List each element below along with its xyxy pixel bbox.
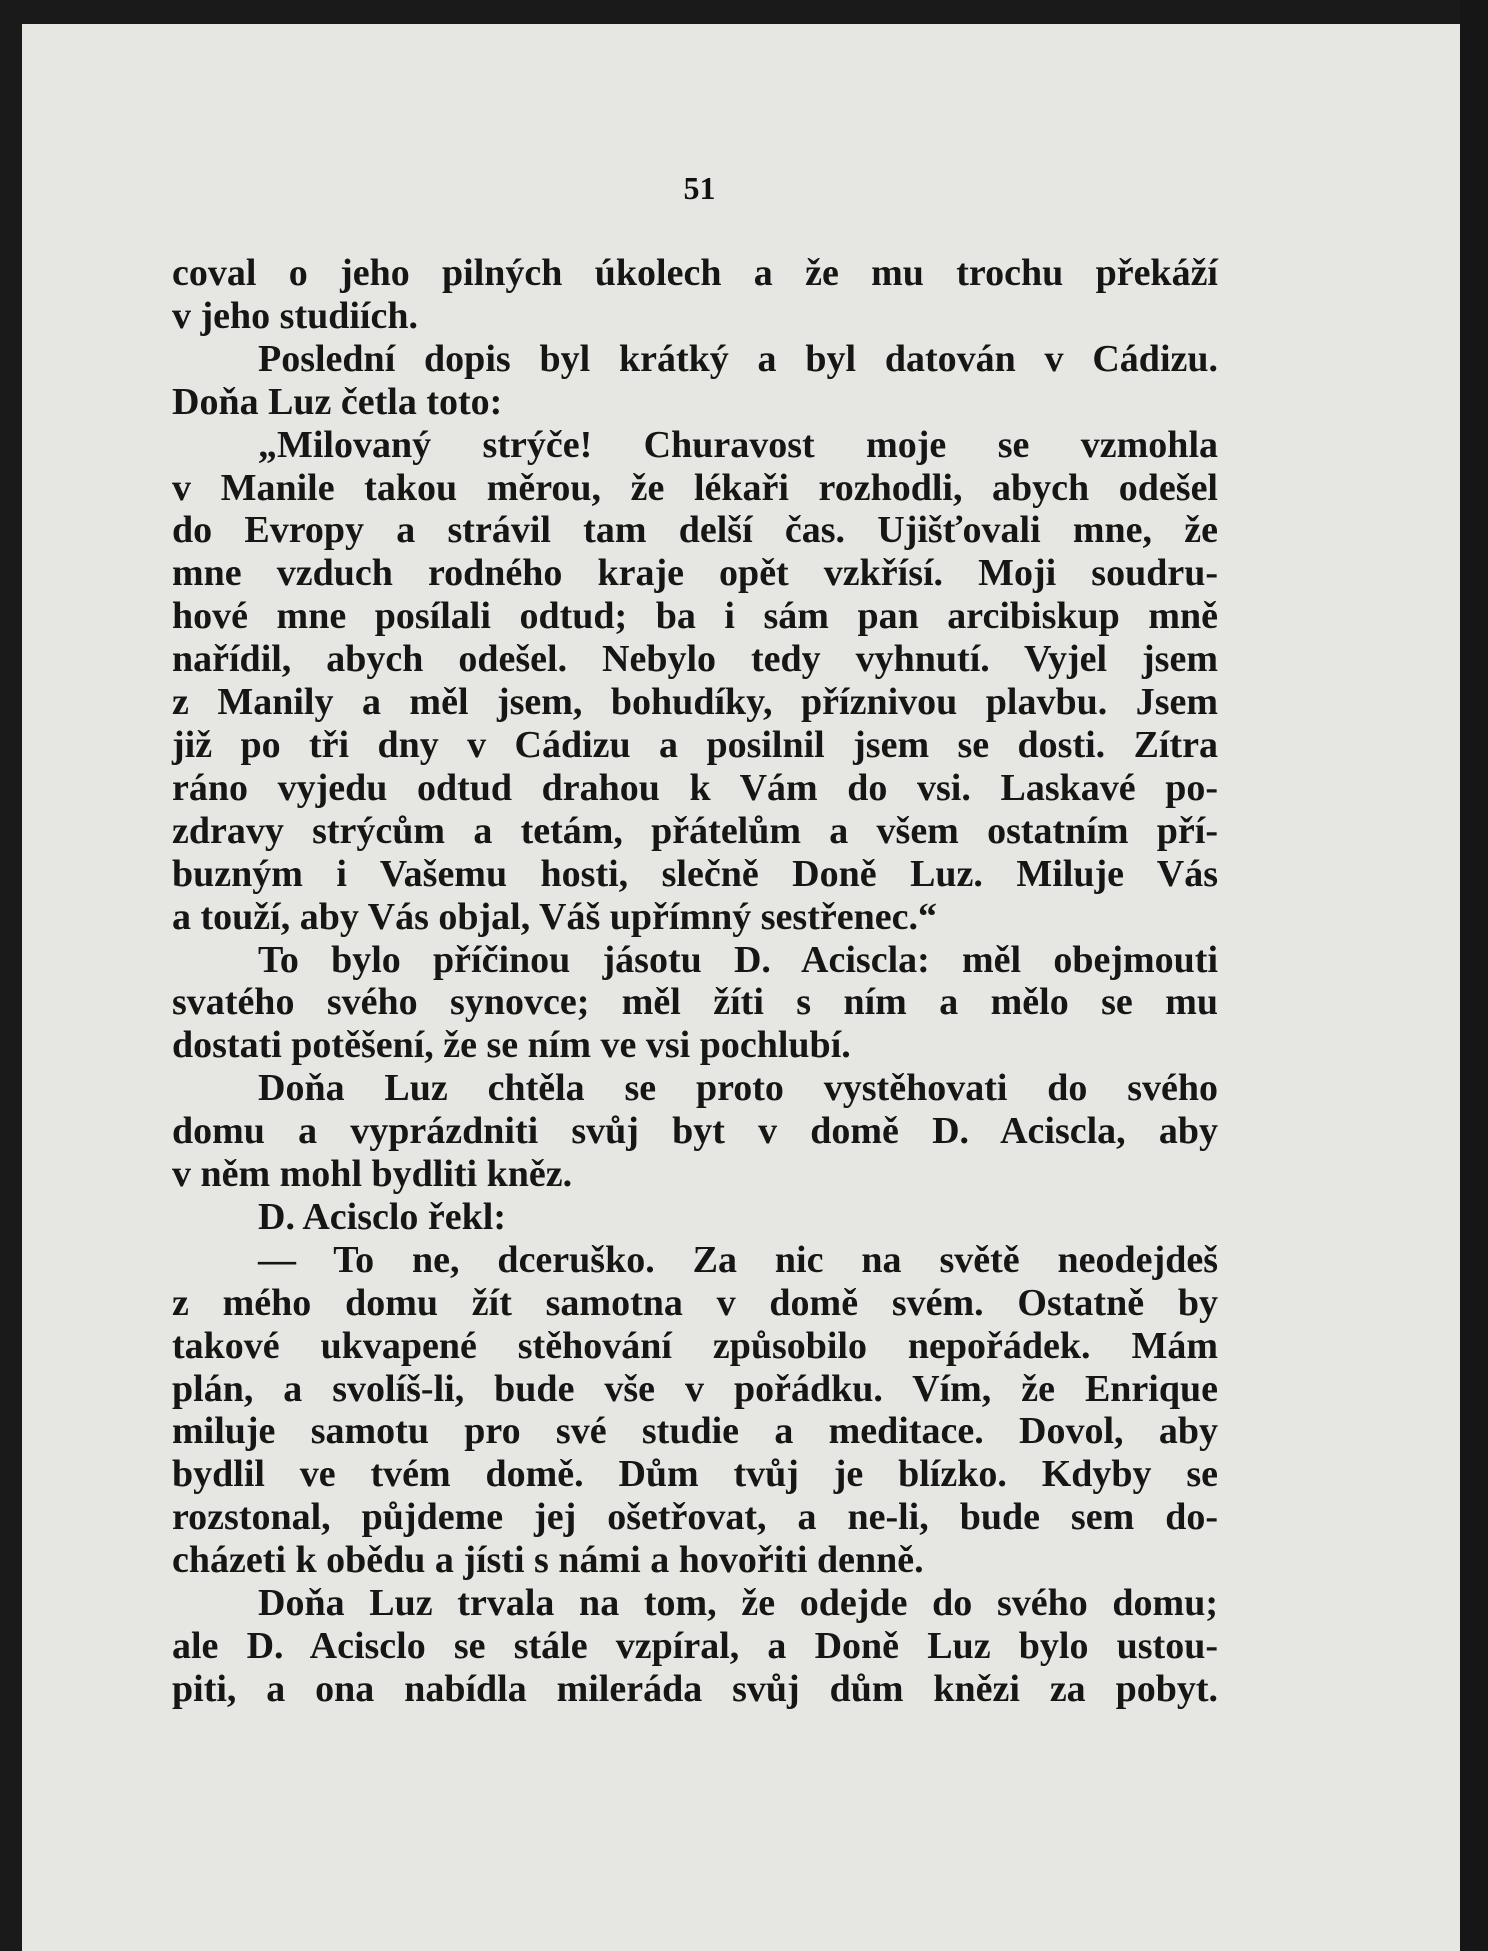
text-line: ale D. Acisclo se stále vzpíral, a Doně Luz bylo ustou- <box>172 1625 1218 1667</box>
text-line: miluje samotu pro své studie a meditace. Dovol, aby <box>172 1410 1218 1453</box>
text-line: coval o jeho pilných úkolech a že mu trochu překáží <box>172 252 1218 294</box>
text-line: takové ukvapené stěhování způsobilo nepořádek. Mám <box>172 1324 1218 1367</box>
text-line: v jeho studiích. <box>172 294 418 337</box>
text-line: Doňa Luz trvala na tom, že odejde do svého domu; <box>258 1582 1218 1625</box>
text-line: To bylo příčinou jásotu D. Aciscla: měl obejmouti <box>258 938 1218 981</box>
text-line: domu a vyprázdniti svůj byt v domě D. Aciscla, aby <box>172 1110 1218 1153</box>
book-page <box>22 24 1460 1951</box>
text-line: a touží, aby Vás objal, Váš upřímný sestřenec.“ <box>172 895 937 938</box>
text-line: bydlil ve tvém domě. Dům tvůj je blízko. Kdyby se <box>172 1453 1218 1496</box>
text-line: v něm mohl bydliti kněz. <box>172 1153 573 1196</box>
text-line: nařídil, abych odešel. Nebylo tedy vyhnutí. Vyjel jsem <box>172 638 1218 681</box>
text-line: — To ne, dceruško. Za nic na světě neodejdeš <box>258 1238 1218 1281</box>
text-line: dostati potěšení, že se ním ve vsi pochlubí. <box>172 1024 851 1067</box>
text-line: Doňa Luz četla toto: <box>172 380 503 423</box>
text-line: buzným i Vašemu hosti, slečně Doně Luz. Miluje Vás <box>172 852 1218 895</box>
page-number: 51 <box>683 170 716 206</box>
text-line: hové mne posílali odtud; ba i sám pan arcibiskup mně <box>172 595 1218 638</box>
text-line: rozstonal, půjdeme jej ošetřovat, a ne-li, bude sem do- <box>172 1496 1218 1539</box>
scan-edge <box>1460 0 1488 1951</box>
text-line: D. Acisclo řekl: <box>258 1195 507 1238</box>
text-line: „Milovaný strýče! Churavost moje se vzmohla <box>258 423 1218 466</box>
text-line: plán, a svolíš-li, bude vše v pořádku. Vím, že Enrique <box>172 1367 1218 1410</box>
text-line: ráno vyjedu odtud drahou k Vám do vsi. Laskavé po- <box>172 766 1218 809</box>
text-line: do Evropy a strávil tam delší čas. Ujišťovali mne, že <box>172 509 1218 552</box>
text-line: z mého domu žít samotna v domě svém. Ostatně by <box>172 1281 1218 1324</box>
text-line: svatého svého synovce; měl žíti s ním a mělo se mu <box>172 981 1218 1024</box>
text-line: Doňa Luz chtěla se proto vystěhovati do svého <box>258 1067 1218 1110</box>
text-line: piti, a ona nabídla mileráda svůj dům knězi za pobyt. <box>172 1667 1218 1710</box>
text-line: zdravy strýcům a tetám, přátelům a všem ostatním pří- <box>172 809 1218 852</box>
body-text <box>172 252 1218 1711</box>
text-line: již po tři dny v Cádizu a posilnil jsem se dosti. Zítra <box>172 723 1218 766</box>
text-line: mne vzduch rodného kraje opět vzkřísí. Moji soudru- <box>172 552 1218 595</box>
text-line: Poslední dopis byl krátký a byl datován v Cádizu. <box>258 337 1218 380</box>
text-line: v Manile takou měrou, že lékaři rozhodli, abych odešel <box>172 466 1218 509</box>
text-line: z Manily a měl jsem, bohudíky, příznivou plavbu. Jsem <box>172 681 1218 724</box>
text-line: cházeti k obědu a jísti s námi a hovořiti denně. <box>172 1539 924 1582</box>
